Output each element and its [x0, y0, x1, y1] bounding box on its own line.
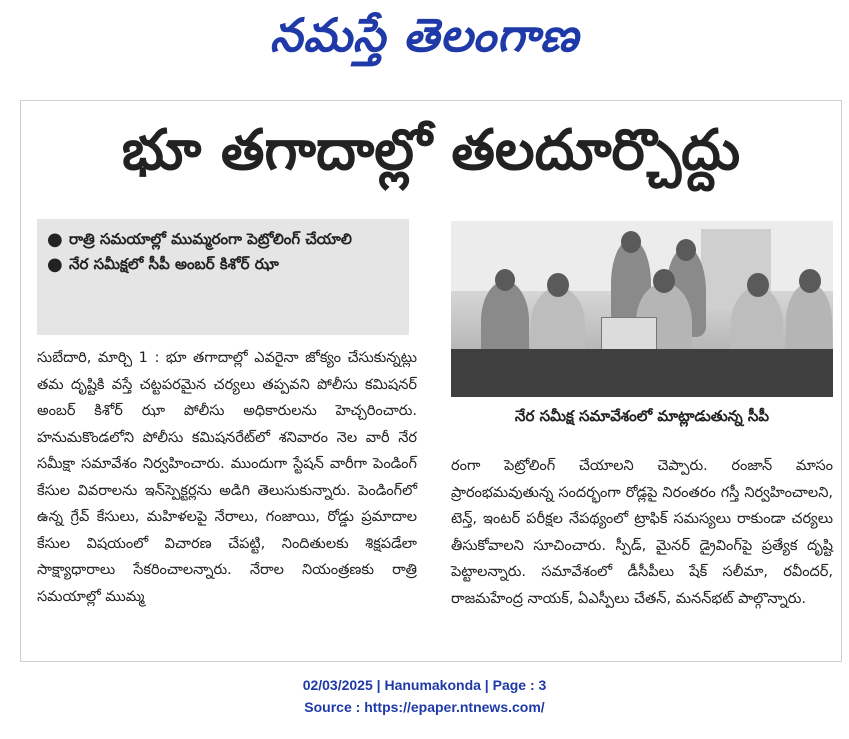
newspaper-masthead	[0, 0, 849, 82]
article-body-right: రంగా పెట్రోలింగ్ చేయాలని చెప్పారు. రంజాన్ మాసం ప్రారంభమవుతున్న సందర్భంగా రోడ్లపై నిరంతరం గస్తీ నిర్వహించాలని, టెన్త్, ఇంటర్ పరీక్షల నేపథ్యంలో ట్రాఫిక్ సమస్యలు రాకుండా చర్యలు తీసుకోవాలని సూచించారు. స్పీడ్, మైనర్ డ్రైవింగ్‌పై ప్రత్యేక దృష్టి పెట్టాలన్నారు. సమావేశంలో డీసీపీలు షేక్ సలీమా, రవీందర్, రాజమహేంద్ర నాయక్, ఏఎస్పీలు చేతన్, మనన్‌భట్ పాల్గొన్నారు.	[451, 458, 833, 607]
photo-caption: నేర సమీక్ష సమావేశంలో మాట్లాడుతున్న సీపీ	[514, 407, 770, 425]
article-clipping	[20, 100, 842, 662]
article-body-left: సుబేదారి, మార్చి 1 : భూ తగాదాల్లో ఎవరైనా జోక్యం చేసుకున్నట్లు తమ దృష్టికి వస్తే చట్టపరమైన చర్యలు తప్పవని పోలీసు కమిషనర్ అంబర్ కిశోర్ ఝా పోలీసు అధికారులను హెచ్చరించారు. హనుమకొండలోని పోలీసు కమిషనరేట్‌లో శనివారం నెల వారీ నేర సమీక్షా సమావేశం నిర్వహించారు. ముందుగా స్టేషన్ వారీగా పెండింగ్ కేసుల వివరాలను ఇన్‌స్పెక్టర్లను అడిగి తెలుసుకున్నారు. పెండింగ్‌లో ఉన్న గ్రేవ్ కేసులు, మహిళలపై నేరాలు, గంజాయి, రోడ్డు ప్రమాదాల కేసుల విషయంలో విచారణ చేపట్టి, నిందితులకు శిక్షపడేలా సాక్ష్యాధారాలు సేకరించాలన్నారు. నేరాల నియంత్రణకు రాత్రి సమయాల్లో ముమ్మ	[37, 350, 417, 605]
article-headline: భూ తగాదాల్లో తలదూర్చొద్దు	[121, 117, 741, 183]
highlights-box	[37, 219, 409, 335]
highlight-text: రాత్రి సమయాల్లో ముమ్మరంగా పెట్రోలింగ్ చేయాలి	[69, 230, 352, 248]
masthead-logo: నమస్తే తెలంగాణ	[269, 8, 580, 62]
bullet-icon: ●	[47, 254, 63, 275]
footer-source-line: Source : https://epaper.ntnews.com/	[304, 699, 545, 715]
highlight-text: నేర సమీక్షలో సీపీ అంబర్ కిశోర్ ఝా	[69, 255, 279, 273]
highlight-item	[47, 227, 399, 252]
highlight-item	[47, 252, 399, 277]
bullet-icon: ●	[47, 229, 63, 250]
news-photo	[451, 221, 833, 397]
footer-date-line: 02/03/2025 | Hanumakonda | Page : 3	[302, 677, 547, 693]
